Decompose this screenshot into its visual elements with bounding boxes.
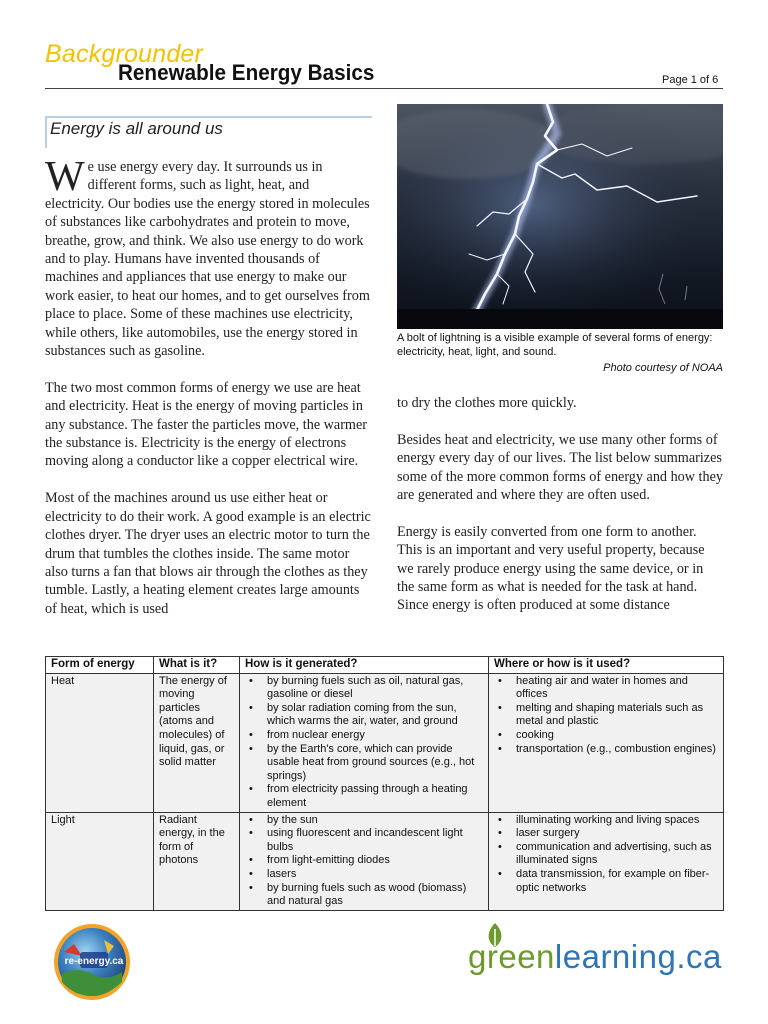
table-cell: Radiant energy, in the form of photons — [154, 812, 240, 910]
list-item: • communication and advertising, such as illuminated signs — [516, 841, 718, 868]
header-divider — [45, 88, 723, 89]
column-header: Form of energy — [46, 657, 154, 674]
series-label: Backgrounder — [45, 40, 204, 68]
list-item: • using fluorescent and incandescent light bulbs — [267, 827, 483, 854]
usage-list — [494, 675, 718, 757]
table-cell: The energy of moving particles (atoms and molecules) of liquid, gas, or solid matter — [154, 673, 240, 812]
list-item: • cooking — [516, 729, 718, 743]
paragraph-intro — [45, 154, 371, 360]
column-header: What is it? — [154, 657, 240, 674]
list-item: • data transmission, for example on fiber-optic networks — [516, 868, 718, 895]
table-cell — [489, 673, 724, 812]
table-row-heat — [46, 673, 724, 812]
table-header-row — [46, 657, 724, 674]
photo-credit: Photo courtesy of NOAA — [603, 362, 723, 374]
table-cell — [489, 812, 724, 910]
paragraph-conversion: Energy is easily converted from one form to another. This is an important and very useful property, because we rarely produce energy using the same device, or in the same form as what is needed for the task at hand. Since energy is often produced at some distance — [397, 523, 705, 614]
list-item: • from electricity passing through a heating element — [267, 783, 483, 810]
list-item: • by burning fuels such as oil, natural gas, gasoline or diesel — [267, 675, 483, 702]
photo-caption: A bolt of lightning is a visible example of several forms of energy: electricity, heat, light, and sound. — [397, 332, 713, 358]
paragraph-other-forms: Besides heat and electricity, we use many other forms of energy every day of our lives. The list below summarizes some of the more common forms of energy and how they are generated and where they are often used. — [397, 431, 723, 504]
badge-text: re-energy.ca — [64, 956, 124, 967]
list-item: • melting and shaping materials such as metal and plastic — [516, 702, 718, 729]
drop-cap: W — [45, 154, 85, 200]
table-cell: Light — [46, 812, 154, 910]
list-item: • transportation (e.g., combustion engines) — [516, 743, 718, 757]
column-header: How is it generated? — [240, 657, 489, 674]
generation-list — [245, 675, 483, 811]
list-item: • by solar radiation coming from the sun, which warms the air, water, and ground — [267, 702, 483, 729]
section-heading: Energy is all around us — [50, 119, 223, 138]
list-item: • illuminating working and living spaces — [516, 814, 718, 828]
column-right — [397, 394, 723, 633]
document-title: Renewable Energy Basics — [118, 60, 375, 85]
table-cell — [240, 812, 489, 910]
re-energy-badge — [52, 922, 132, 1002]
usage-list — [494, 814, 718, 896]
page-number: Page 1 of 6 — [662, 74, 719, 86]
energy-forms-table — [45, 656, 724, 911]
column-header: Where or how is it used? — [489, 657, 724, 674]
paragraph-heat-electricity: The two most common forms of energy we use are heat and electricity. Heat is the energy of moving particles in any substance. The faster the particles move, the warmer the substance is. Electricity is the energy of electrons moving along a conductor like a copper electrical wire. — [45, 379, 367, 470]
list-item: • lasers — [267, 868, 483, 882]
list-item: • from light-emitting diodes — [267, 854, 483, 868]
logo-green-part: green — [468, 938, 555, 975]
logo-blue-part: learning.ca — [554, 938, 722, 975]
table-row-light — [46, 812, 724, 910]
list-item: • by the sun — [267, 814, 483, 828]
lightning-photo — [397, 104, 723, 329]
list-item: • by burning fuels such as wood (biomass) and natural gas — [267, 882, 483, 909]
paragraph-machines: Most of the machines around us use either heat or electricity to do their work. A good example is an electric clothes dryer. The dryer uses an electric motor to turn the drum that tumbles the clothes inside. The same motor also turns a fan that blows air through the clothes as they tumble. Lastly, a heating element creates large amounts of heat, which is used — [45, 490, 371, 617]
table-cell: Heat — [46, 673, 154, 812]
list-item: • laser surgery — [516, 827, 718, 841]
table-cell — [240, 673, 489, 812]
greenlearning-logo — [468, 938, 722, 976]
generation-list — [245, 814, 483, 909]
paragraph-dryer-continued: to dry the clothes more quickly. — [397, 395, 577, 411]
list-item: • by the Earth's core, which can provide usable heat from ground sources (e.g., hot springs) — [267, 743, 483, 784]
list-item: • from nuclear energy — [267, 729, 483, 743]
column-left — [45, 154, 371, 637]
paragraph-intro-text: e use energy every day. It surrounds us in different forms, such as light, heat, and electricity. Our bodies use the energy stored in molecules of substances like carbohydrates and protein to move, breathe, grow, and think. We also use energy to do work and to play. Humans have invented thousands of machines and appliances that use energy to make our work easier, to heat our homes, and to get ourselves from place to place. Some of these machines use electricity, while others, like automobiles, use the energy stored in substances such as gasoline. — [45, 159, 370, 360]
list-item: • heating air and water in homes and offices — [516, 675, 718, 702]
